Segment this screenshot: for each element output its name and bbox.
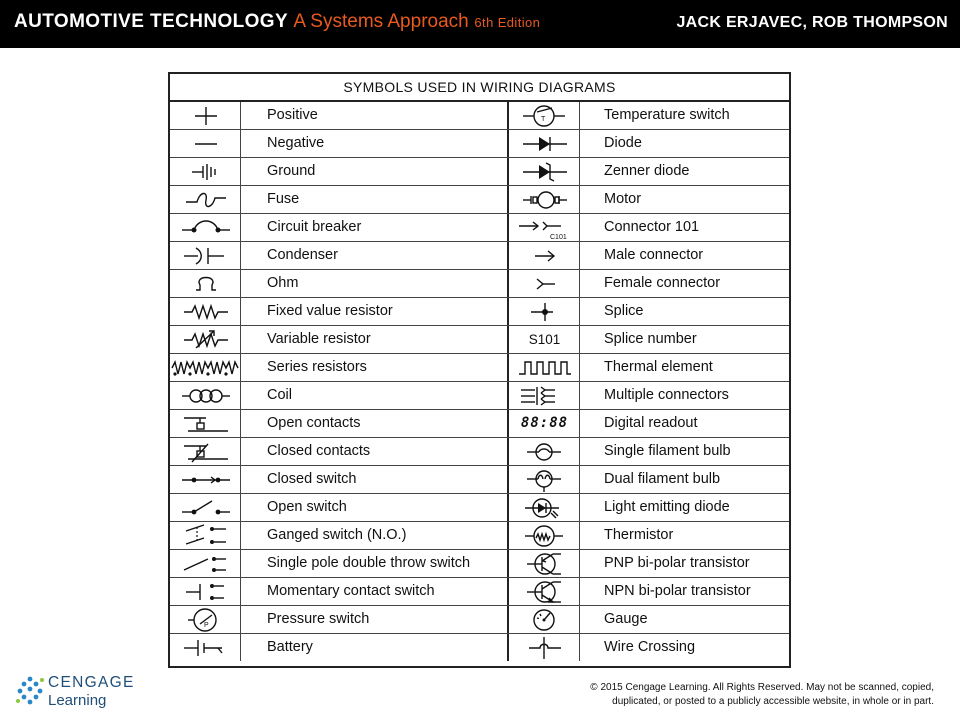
left-label-cell	[241, 522, 509, 549]
right-label-cell	[580, 438, 789, 465]
right-label-cell	[580, 410, 789, 437]
left-symbol-cell	[170, 522, 241, 549]
left-label-cell	[241, 578, 509, 605]
symbols-grid	[170, 102, 789, 662]
table-row	[170, 494, 789, 522]
diode-icon	[509, 130, 580, 157]
left-label-cell	[241, 354, 509, 381]
right-symbol-cell	[509, 354, 580, 381]
symbol-label: Battery	[267, 639, 313, 655]
female-connector-icon	[509, 270, 580, 297]
right-symbol-cell	[509, 578, 580, 605]
left-symbol-cell	[170, 494, 241, 521]
book-edition: 6th Edition	[474, 15, 541, 30]
svg-text:C101: C101	[550, 234, 567, 241]
right-label-cell	[580, 606, 789, 633]
left-label-cell	[241, 494, 509, 521]
right-symbol-cell	[509, 326, 580, 353]
left-symbol-cell	[170, 354, 241, 381]
open-contacts-icon	[170, 410, 241, 437]
symbol-label: Thermal element	[604, 359, 713, 375]
momentary-switch-icon	[170, 578, 241, 605]
closed-contacts-icon	[170, 438, 241, 465]
left-label-cell	[241, 382, 509, 409]
right-symbol-cell	[509, 214, 580, 241]
symbol-label: Negative	[267, 135, 325, 151]
right-label-cell	[580, 634, 789, 661]
symbol-label: Splice number	[604, 331, 697, 347]
right-symbol-cell	[509, 438, 580, 465]
symbol-label: Female connector	[604, 275, 721, 291]
left-symbol-cell	[170, 158, 241, 185]
right-label-cell	[580, 550, 789, 577]
table-row	[170, 382, 789, 410]
connector-icon	[509, 214, 580, 241]
symbol-label: Light emitting diode	[604, 499, 730, 515]
ohm-icon	[170, 270, 241, 297]
condenser-icon	[170, 242, 241, 269]
thermistor-icon	[509, 522, 580, 549]
positive-icon	[170, 102, 241, 129]
spdt-switch-icon	[170, 550, 241, 577]
left-symbol-cell	[170, 410, 241, 437]
right-symbol-cell	[509, 298, 580, 325]
left-symbol-cell	[170, 186, 241, 213]
splice-number-icon: S101	[528, 332, 561, 347]
left-label-cell	[241, 214, 509, 241]
battery-icon	[170, 634, 241, 661]
left-label-cell	[241, 270, 509, 297]
table-row	[170, 298, 789, 326]
table-row	[170, 214, 789, 242]
left-symbol-cell	[170, 214, 241, 241]
right-symbol-cell	[509, 494, 580, 521]
left-label-cell	[241, 242, 509, 269]
right-label-cell	[580, 298, 789, 325]
right-label-cell	[580, 214, 789, 241]
left-symbol-cell	[170, 634, 241, 661]
symbol-label: Series resistors	[267, 359, 367, 375]
series-resistors-icon	[170, 354, 241, 381]
symbol-label: Single filament bulb	[604, 443, 731, 459]
symbol-label: NPN bi-polar transistor	[604, 583, 751, 599]
gauge-icon	[509, 606, 580, 633]
left-label-cell	[241, 550, 509, 577]
symbol-label: Splice	[604, 303, 644, 319]
fuse-icon	[170, 186, 241, 213]
pressure-switch-icon	[170, 606, 241, 633]
right-label-cell	[580, 158, 789, 185]
left-symbol-cell	[170, 466, 241, 493]
ground-icon	[170, 158, 241, 185]
led-icon	[509, 494, 580, 521]
right-symbol-cell	[509, 186, 580, 213]
right-symbol-cell	[509, 102, 580, 129]
table-row	[170, 102, 789, 130]
right-label-cell	[580, 270, 789, 297]
table-row	[170, 242, 789, 270]
table-row	[170, 606, 789, 634]
temperature-switch-icon	[509, 102, 580, 129]
left-label-cell	[241, 130, 509, 157]
symbol-label: Zenner diode	[604, 163, 690, 179]
table-row	[170, 158, 789, 186]
symbol-label: Digital readout	[604, 415, 698, 431]
copyright-line-1: © 2015 Cengage Learning. All Rights Reserved. May not be scanned, copied,	[590, 682, 934, 693]
thermal-element-icon	[509, 354, 580, 381]
symbol-label: Dual filament bulb	[604, 471, 721, 487]
right-label-cell	[580, 578, 789, 605]
right-symbol-cell	[509, 606, 580, 633]
coil-icon	[170, 382, 241, 409]
symbol-label: Closed contacts	[267, 443, 371, 459]
fixed-resistor-icon	[170, 298, 241, 325]
npn-transistor-icon	[509, 578, 580, 605]
circuit-breaker-icon	[170, 214, 241, 241]
right-label-cell	[580, 130, 789, 157]
right-label-cell	[580, 102, 789, 129]
symbol-label: Single pole double throw switch	[267, 555, 471, 571]
symbol-label: Thermistor	[604, 527, 674, 543]
symbol-label: Condenser	[267, 247, 338, 263]
copyright-line-2: duplicated, or posted to a publicly accessible website, in whole or in part.	[612, 696, 934, 707]
dual-filament-bulb-icon	[509, 466, 580, 493]
right-label-cell	[580, 326, 789, 353]
left-label-cell	[241, 438, 509, 465]
left-label-cell	[241, 466, 509, 493]
multiple-connectors-icon	[509, 382, 580, 409]
left-symbol-cell	[170, 130, 241, 157]
table-title: SYMBOLS USED IN WIRING DIAGRAMS	[170, 74, 789, 102]
table-row	[170, 522, 789, 550]
symbol-label: Fuse	[267, 191, 300, 207]
male-connector-icon	[509, 242, 580, 269]
right-symbol-cell	[509, 522, 580, 549]
left-label-cell	[241, 326, 509, 353]
left-label-cell	[241, 606, 509, 633]
symbol-label: Fixed value resistor	[267, 303, 393, 319]
symbol-label: Open switch	[267, 499, 347, 515]
right-symbol-cell	[509, 410, 580, 437]
right-label-cell	[580, 494, 789, 521]
left-label-cell	[241, 634, 509, 661]
table-row	[170, 466, 789, 494]
right-symbol-cell	[509, 270, 580, 297]
symbol-label: Momentary contact switch	[267, 583, 435, 599]
symbol-label: Circuit breaker	[267, 219, 362, 235]
left-label-cell	[241, 158, 509, 185]
table-row	[170, 186, 789, 214]
wire-crossing-icon	[509, 634, 580, 661]
right-symbol-cell	[509, 466, 580, 493]
table-row	[170, 550, 789, 578]
left-symbol-cell	[170, 550, 241, 577]
left-symbol-cell	[170, 326, 241, 353]
open-switch-icon	[170, 494, 241, 521]
symbol-label: Pressure switch	[267, 611, 370, 627]
book-title-main: AUTOMOTIVE TECHNOLOGY	[14, 11, 288, 32]
left-symbol-cell	[170, 298, 241, 325]
negative-icon	[170, 130, 241, 157]
right-label-cell	[580, 522, 789, 549]
splice-icon	[509, 298, 580, 325]
left-label-cell	[241, 102, 509, 129]
symbol-label: Multiple connectors	[604, 387, 729, 403]
right-symbol-cell	[509, 634, 580, 661]
left-label-cell	[241, 298, 509, 325]
left-symbol-cell	[170, 270, 241, 297]
right-symbol-cell	[509, 382, 580, 409]
right-label-cell	[580, 242, 789, 269]
brand-name: CENGAGE	[48, 674, 135, 691]
symbol-label: Open contacts	[267, 415, 361, 431]
left-symbol-cell	[170, 242, 241, 269]
symbol-label: Wire Crossing	[604, 639, 696, 655]
table-row	[170, 354, 789, 382]
table-row	[170, 634, 789, 662]
symbol-label: Male connector	[604, 247, 704, 263]
symbol-label: Diode	[604, 135, 642, 151]
symbol-label: Positive	[267, 107, 318, 123]
brand-subname: Learning	[48, 692, 107, 709]
header-bar	[0, 0, 960, 48]
right-symbol-cell	[509, 130, 580, 157]
svg-text:T: T	[541, 116, 546, 123]
right-symbol-cell	[509, 158, 580, 185]
table-row	[170, 438, 789, 466]
symbol-label: Motor	[604, 191, 642, 207]
left-label-cell	[241, 186, 509, 213]
left-symbol-cell	[170, 578, 241, 605]
table-row	[170, 270, 789, 298]
pnp-transistor-icon	[509, 550, 580, 577]
symbol-label: Coil	[267, 387, 292, 403]
left-symbol-cell	[170, 438, 241, 465]
table-row	[170, 410, 789, 438]
left-symbol-cell	[170, 382, 241, 409]
zener-diode-icon	[509, 158, 580, 185]
symbol-label: PNP bi-polar transistor	[604, 555, 750, 571]
symbol-label: Connector 101	[604, 219, 700, 235]
symbol-label: Gauge	[604, 611, 648, 627]
right-symbol-cell	[509, 242, 580, 269]
right-label-cell	[580, 186, 789, 213]
right-label-cell	[580, 466, 789, 493]
right-label-cell	[580, 354, 789, 381]
symbol-label: Closed switch	[267, 471, 357, 487]
symbol-label: Temperature switch	[604, 107, 730, 123]
symbol-label: Ohm	[267, 275, 299, 291]
right-symbol-cell	[509, 550, 580, 577]
symbols-table	[168, 72, 791, 668]
left-symbol-cell	[170, 102, 241, 129]
left-symbol-cell	[170, 606, 241, 633]
right-label-cell	[580, 382, 789, 409]
digital-readout-icon: 88:88	[520, 415, 569, 431]
table-row	[170, 326, 789, 354]
symbol-label: Ganged switch (N.O.)	[267, 527, 407, 543]
table-row	[170, 130, 789, 158]
symbol-label: Ground	[267, 163, 316, 179]
motor-icon	[509, 186, 580, 213]
variable-resistor-icon	[170, 326, 241, 353]
book-title	[14, 11, 540, 33]
ganged-switch-icon	[170, 522, 241, 549]
closed-switch-icon	[170, 466, 241, 493]
table-row	[170, 578, 789, 606]
book-authors: JACK ERJAVEC, ROB THOMPSON	[676, 14, 948, 31]
book-title-sub: A Systems Approach	[293, 11, 469, 32]
left-label-cell	[241, 410, 509, 437]
svg-text:P: P	[204, 622, 209, 629]
symbol-label: Variable resistor	[267, 331, 371, 347]
single-filament-bulb-icon	[509, 438, 580, 465]
